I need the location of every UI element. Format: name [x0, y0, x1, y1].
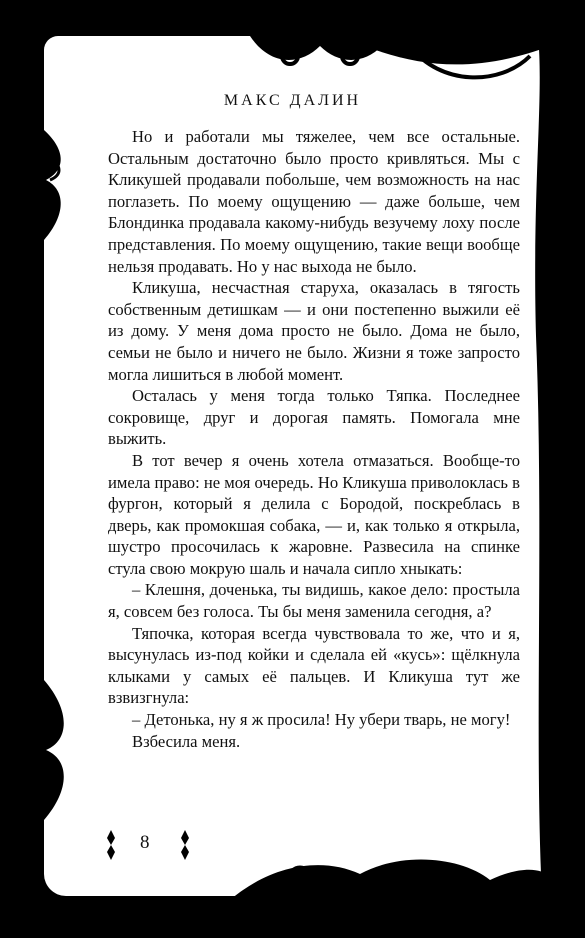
paragraph: Осталась у меня тогда только Тяпка. Последнее сокровище, друг и дорогая память. Помогала мне выжить. [108, 386, 520, 449]
paragraph: Взбесила меня. [132, 731, 241, 751]
paragraph: – Клешня, доченька, ты видишь, какое дело: простыла я, совсем без голоса. Ты бы меня заменила сегодня, а? [108, 580, 520, 622]
paragraph: В тот вечер я очень хотела отмазаться. Вообще-то имела право: не моя очередь. Но Кликуша приволоклась в фургон, который я делила с Бородой, поскреблась в дверь, как промокшая собака, — и, как только я открыла, шустро просочилась к жаровне. Развесила на спинке стула свою мокрую шаль и начала сипло хныкать: [108, 450, 520, 578]
body-text [108, 126, 520, 752]
paragraph: – Детонька, ну я ж просила! Ну убери тварь, не могу! [132, 710, 511, 730]
left-ornament-bottom [36, 680, 76, 820]
running-header: МАКС ДАЛИН [223, 92, 362, 109]
top-right-ornament [350, 36, 550, 96]
paragraph: Тяпочка, которая всегда чувствовала то же, что и я, высунулась из-под койки и сделала ей «кусь»: щёлкнула клыками у самых её пальцев. И Кликуша тут же взвизгнула: [108, 623, 520, 708]
paragraph: Кликуша, несчастная старуха, оказалась в тягость собственным детишкам — и они постепенно выжили её из дому. У меня дома просто не было. Дома не было, семьи не было и ничего не было. Жизни я тоже запросто могла лишиться в любой момент. [108, 278, 520, 384]
paragraph: Но и работали мы тяжелее, чем все остальные. Остальным достаточно было просто кривляться. Мы с Кликушей продавали побольше, чем возможность на нас поглазеть. По моему ощущению — даже больше, чем Блондинка продавала какому-нибудь везучему лоху после представления. По моему ощущению, такие вещи вообще нельзя продавать. Но у нас выхода не было. [108, 127, 520, 276]
right-edge-ornament [530, 36, 549, 896]
left-diamond-ornament-icon [104, 830, 118, 860]
right-diamond-ornament-icon [178, 830, 192, 860]
page-number-block [0, 830, 300, 860]
page-number: 8 [140, 832, 150, 853]
left-ornament-top [36, 130, 76, 240]
